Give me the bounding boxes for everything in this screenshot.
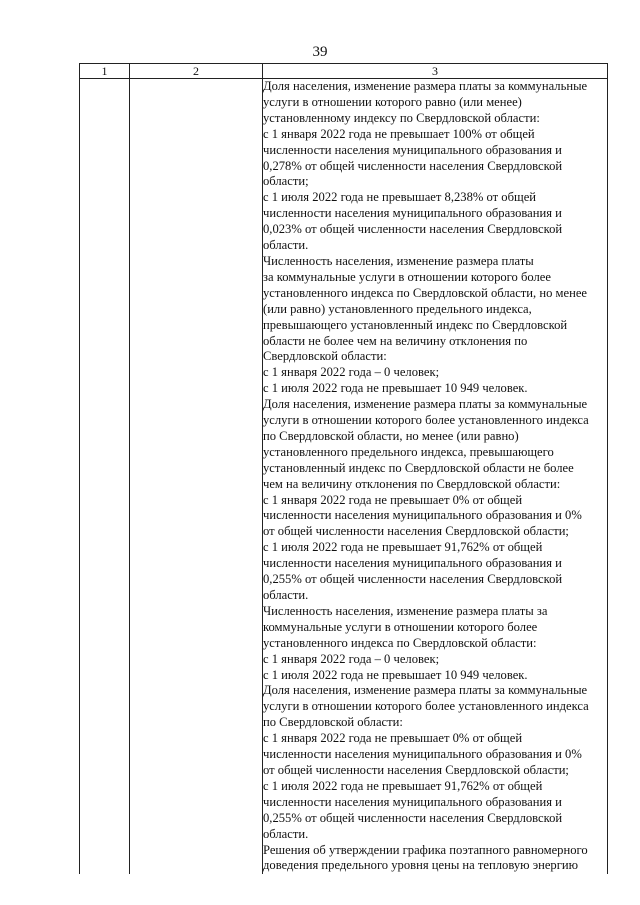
text-line: Численность населения, изменение размера платы [263, 253, 534, 268]
text-line: численности населения муниципального образования и [263, 556, 562, 571]
text-line: доведения предельного уровня цены на тепловую энергию [263, 858, 579, 873]
text-line: с 1 января 2022 года не превышает 0% от общей [263, 731, 523, 746]
text-line: с 1 января 2022 года не превышает 100% от общей [263, 126, 535, 141]
text-line: Свердловской области: [263, 349, 387, 364]
table-row [80, 79, 608, 875]
text-line: по Свердловской области, но менее (или равно) [263, 428, 519, 443]
text-line: с 1 июля 2022 года не превышает 10 949 человек. [263, 381, 528, 396]
column-2-cell [130, 79, 263, 875]
text-line: численности населения муниципального образования и [263, 142, 562, 157]
text-line: с 1 июля 2022 года не превышает 8,238% от общей [263, 190, 537, 205]
text-line: установленного предельного индекса, превышающего [263, 444, 554, 459]
text-line: услуги в отношении которого равно (или менее) [263, 94, 522, 109]
column-header-3: 3 [263, 64, 608, 79]
text-line: численности населения муниципального образования и [263, 794, 562, 809]
text-line: Доля населения, изменение размера платы за коммунальные [263, 683, 588, 698]
text-line: от общей численности населения Свердловской области; [263, 762, 569, 777]
text-line: Доля населения, изменение размера платы за коммунальные [263, 397, 588, 412]
text-line: установленный индекс по Свердловской области не более [263, 460, 574, 475]
text-line: 0,023% от общей численности населения Свердловской [263, 222, 563, 237]
text-line: 0,278% от общей численности населения Свердловской [263, 158, 563, 173]
text-line: коммунальные услуги в отношении которого более [263, 619, 538, 634]
text-line: превышающего установленный индекс по Свердловской [263, 317, 568, 332]
text-line: чем на величину отклонения по Свердловской области: [263, 476, 561, 491]
page-number: 39 [312, 44, 328, 60]
column-3-cell [263, 79, 608, 875]
text-line: установленного индекса по Свердловской области: [263, 635, 537, 650]
text-line: от общей численности населения Свердловской области; [263, 524, 569, 539]
column-1-cell [80, 79, 130, 875]
text-line: с 1 января 2022 года – 0 человек; [263, 365, 440, 380]
text-line: за коммунальные услуги в отношении которого более [263, 269, 551, 284]
text-line: с 1 января 2022 года не превышает 0% от общей [263, 492, 523, 507]
text-line: области. [263, 826, 309, 841]
text-line: с 1 июля 2022 года не превышает 91,762% от общей [263, 778, 543, 793]
document-table-container [79, 63, 607, 874]
text-line: услуги в отношении которого более установленного индекса [263, 413, 589, 428]
text-line: области. [263, 588, 309, 602]
text-line: с 1 января 2022 года – 0 человек; [263, 651, 440, 666]
text-line: Доля населения, изменение размера платы за коммунальные [263, 79, 588, 93]
text-line: 0,255% от общей численности населения Свердловской [263, 572, 563, 587]
text-line: численности населения муниципального образования и [263, 206, 562, 221]
text-line: Численность населения, изменение размера платы за [263, 603, 548, 618]
text-line: области. [263, 238, 309, 253]
text-line: установленного индекса по Свердловской области, но менее [263, 285, 588, 300]
text-line: Решения об утверждении графика поэтапного равномерного [263, 842, 588, 857]
text-line: с 1 июля 2022 года не превышает 10 949 человек. [263, 667, 528, 682]
text-line: по Свердловской области: [263, 715, 403, 730]
column-header-1: 1 [80, 64, 130, 79]
text-line: установленному индексу по Свердловской области: [263, 110, 540, 125]
column-header-2: 2 [130, 64, 263, 79]
text-line: с 1 июля 2022 года не превышает 91,762% от общей [263, 540, 543, 555]
text-line: численности населения муниципального образования и 0% [263, 747, 582, 762]
text-line: области не более чем на величину отклонения по [263, 333, 528, 348]
text-line: (или равно) установленного предельного индекса, [263, 301, 532, 316]
table-header-row [80, 64, 608, 79]
text-line: услуги в отношении которого более установленного индекса [263, 699, 589, 714]
text-line: области; [263, 174, 309, 189]
text-line: численности населения муниципального образования и 0% [263, 508, 582, 523]
document-table [79, 63, 608, 874]
text-line: 0,255% от общей численности населения Свердловской [263, 810, 563, 825]
